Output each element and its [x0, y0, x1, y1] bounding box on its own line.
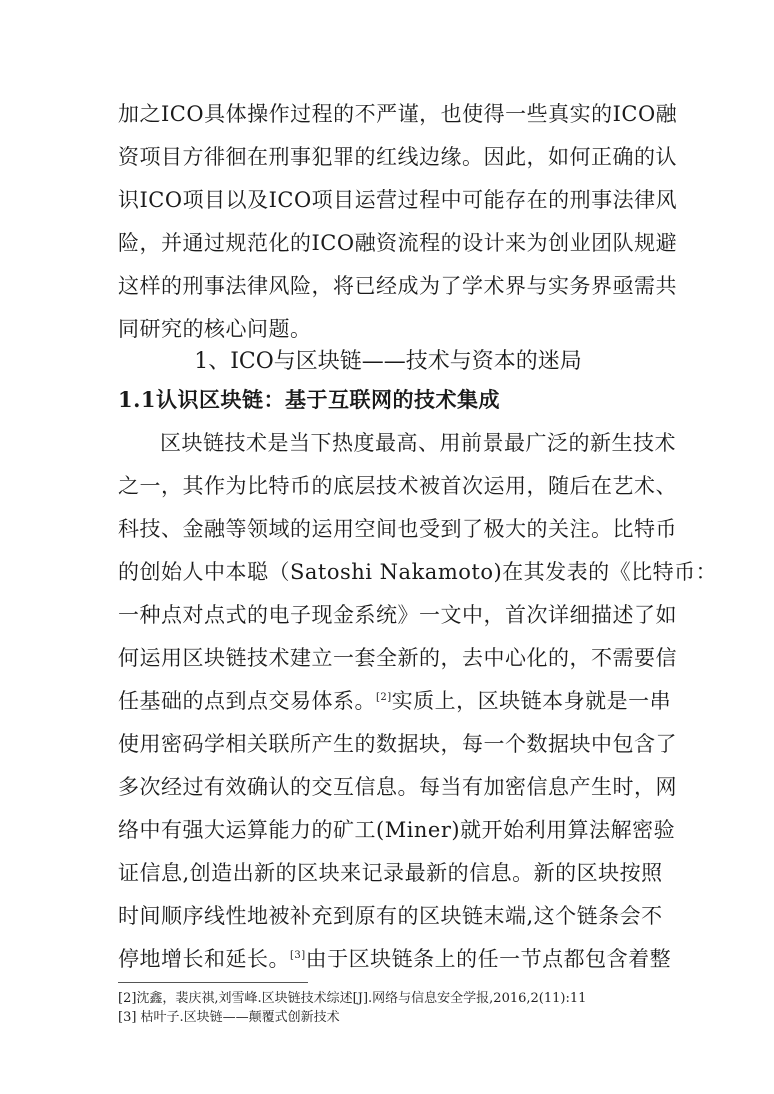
body-text-line: 识ICO项目以及ICO项目运营过程中可能存在的刑事法律风	[118, 188, 678, 212]
body-text-line: 险，并通过规范化的ICO融资流程的设计来为创业团队规避	[118, 231, 678, 255]
body-text-line: 使用密码学相关联所产生的数据块，每一个数据块中包含了	[118, 732, 677, 756]
body-text-line: 之一，其作为比特币的底层技术被首次运用，随后在艺术、	[118, 474, 677, 498]
body-text-line: 区块链技术是当下热度最高、用前景最广泛的新生技术	[160, 431, 676, 455]
body-text-line: 多次经过有效确认的交互信息。每当有加密信息产生时，网	[118, 775, 677, 799]
body-text-segment: 实质上，区块链本身就是一串	[391, 689, 672, 713]
subsection-heading: 1.1认识区块链：基于互联网的技术集成	[118, 387, 501, 412]
footnote: [2]沈鑫，裴庆祺,刘雪峰.区块链技术综述[J].网络与信息安全学报,2016,2(11):11	[118, 991, 587, 1006]
body-text-line: 何运用区块链技术建立一套全新的，去中心化的，不需要信	[118, 646, 677, 670]
body-text-line: 科技、金融等领域的运用空间也受到了极大的关注。比特币	[118, 517, 677, 541]
body-text-line: 的创始人中本聪（Satoshi Nakamoto)在其发表的《比特币：	[118, 560, 718, 584]
body-text-line: 一种点对点式的电子现金系统》一文中，首次详细描述了如	[118, 603, 677, 627]
citation-ref: [3]	[290, 950, 306, 961]
body-text-line-with-citation	[118, 945, 672, 973]
body-text-segment: 由于区块链条上的任一节点都包含着整	[305, 947, 672, 971]
body-text-segment: 停地增长和延长。	[118, 947, 290, 971]
body-text-line: 同研究的核心问题。	[118, 317, 312, 341]
body-text-segment: 任基础的点到点交易体系。	[118, 689, 376, 713]
section-heading: 1、ICO与区块链——技术与资本的迷局	[194, 349, 582, 374]
body-text-line-with-citation	[118, 687, 672, 715]
footnote-separator	[118, 982, 308, 983]
body-text-line: 这样的刑事法律风险，将已经成为了学术界与实务界亟需共	[118, 274, 677, 298]
body-text-line: 资项目方徘徊在刑事犯罪的红线边缘。因此，如何正确的认	[118, 145, 677, 169]
footnote: [3] 枯叶子.区块链——颠覆式创新技术	[118, 1010, 340, 1025]
body-text-line: 证信息,创造出新的区块来记录最新的信息。新的区块按照	[118, 861, 663, 885]
citation-ref: [2]	[376, 692, 392, 703]
body-text-line: 络中有强大运算能力的矿工(Miner)就开始利用算法解密验	[118, 818, 676, 842]
body-text-line: 时间顺序线性地被补充到原有的区块链末端,这个链条会不	[118, 904, 663, 928]
body-text-line: 加之ICO具体操作过程的不严谨，也使得一些真实的ICO融	[118, 102, 678, 126]
